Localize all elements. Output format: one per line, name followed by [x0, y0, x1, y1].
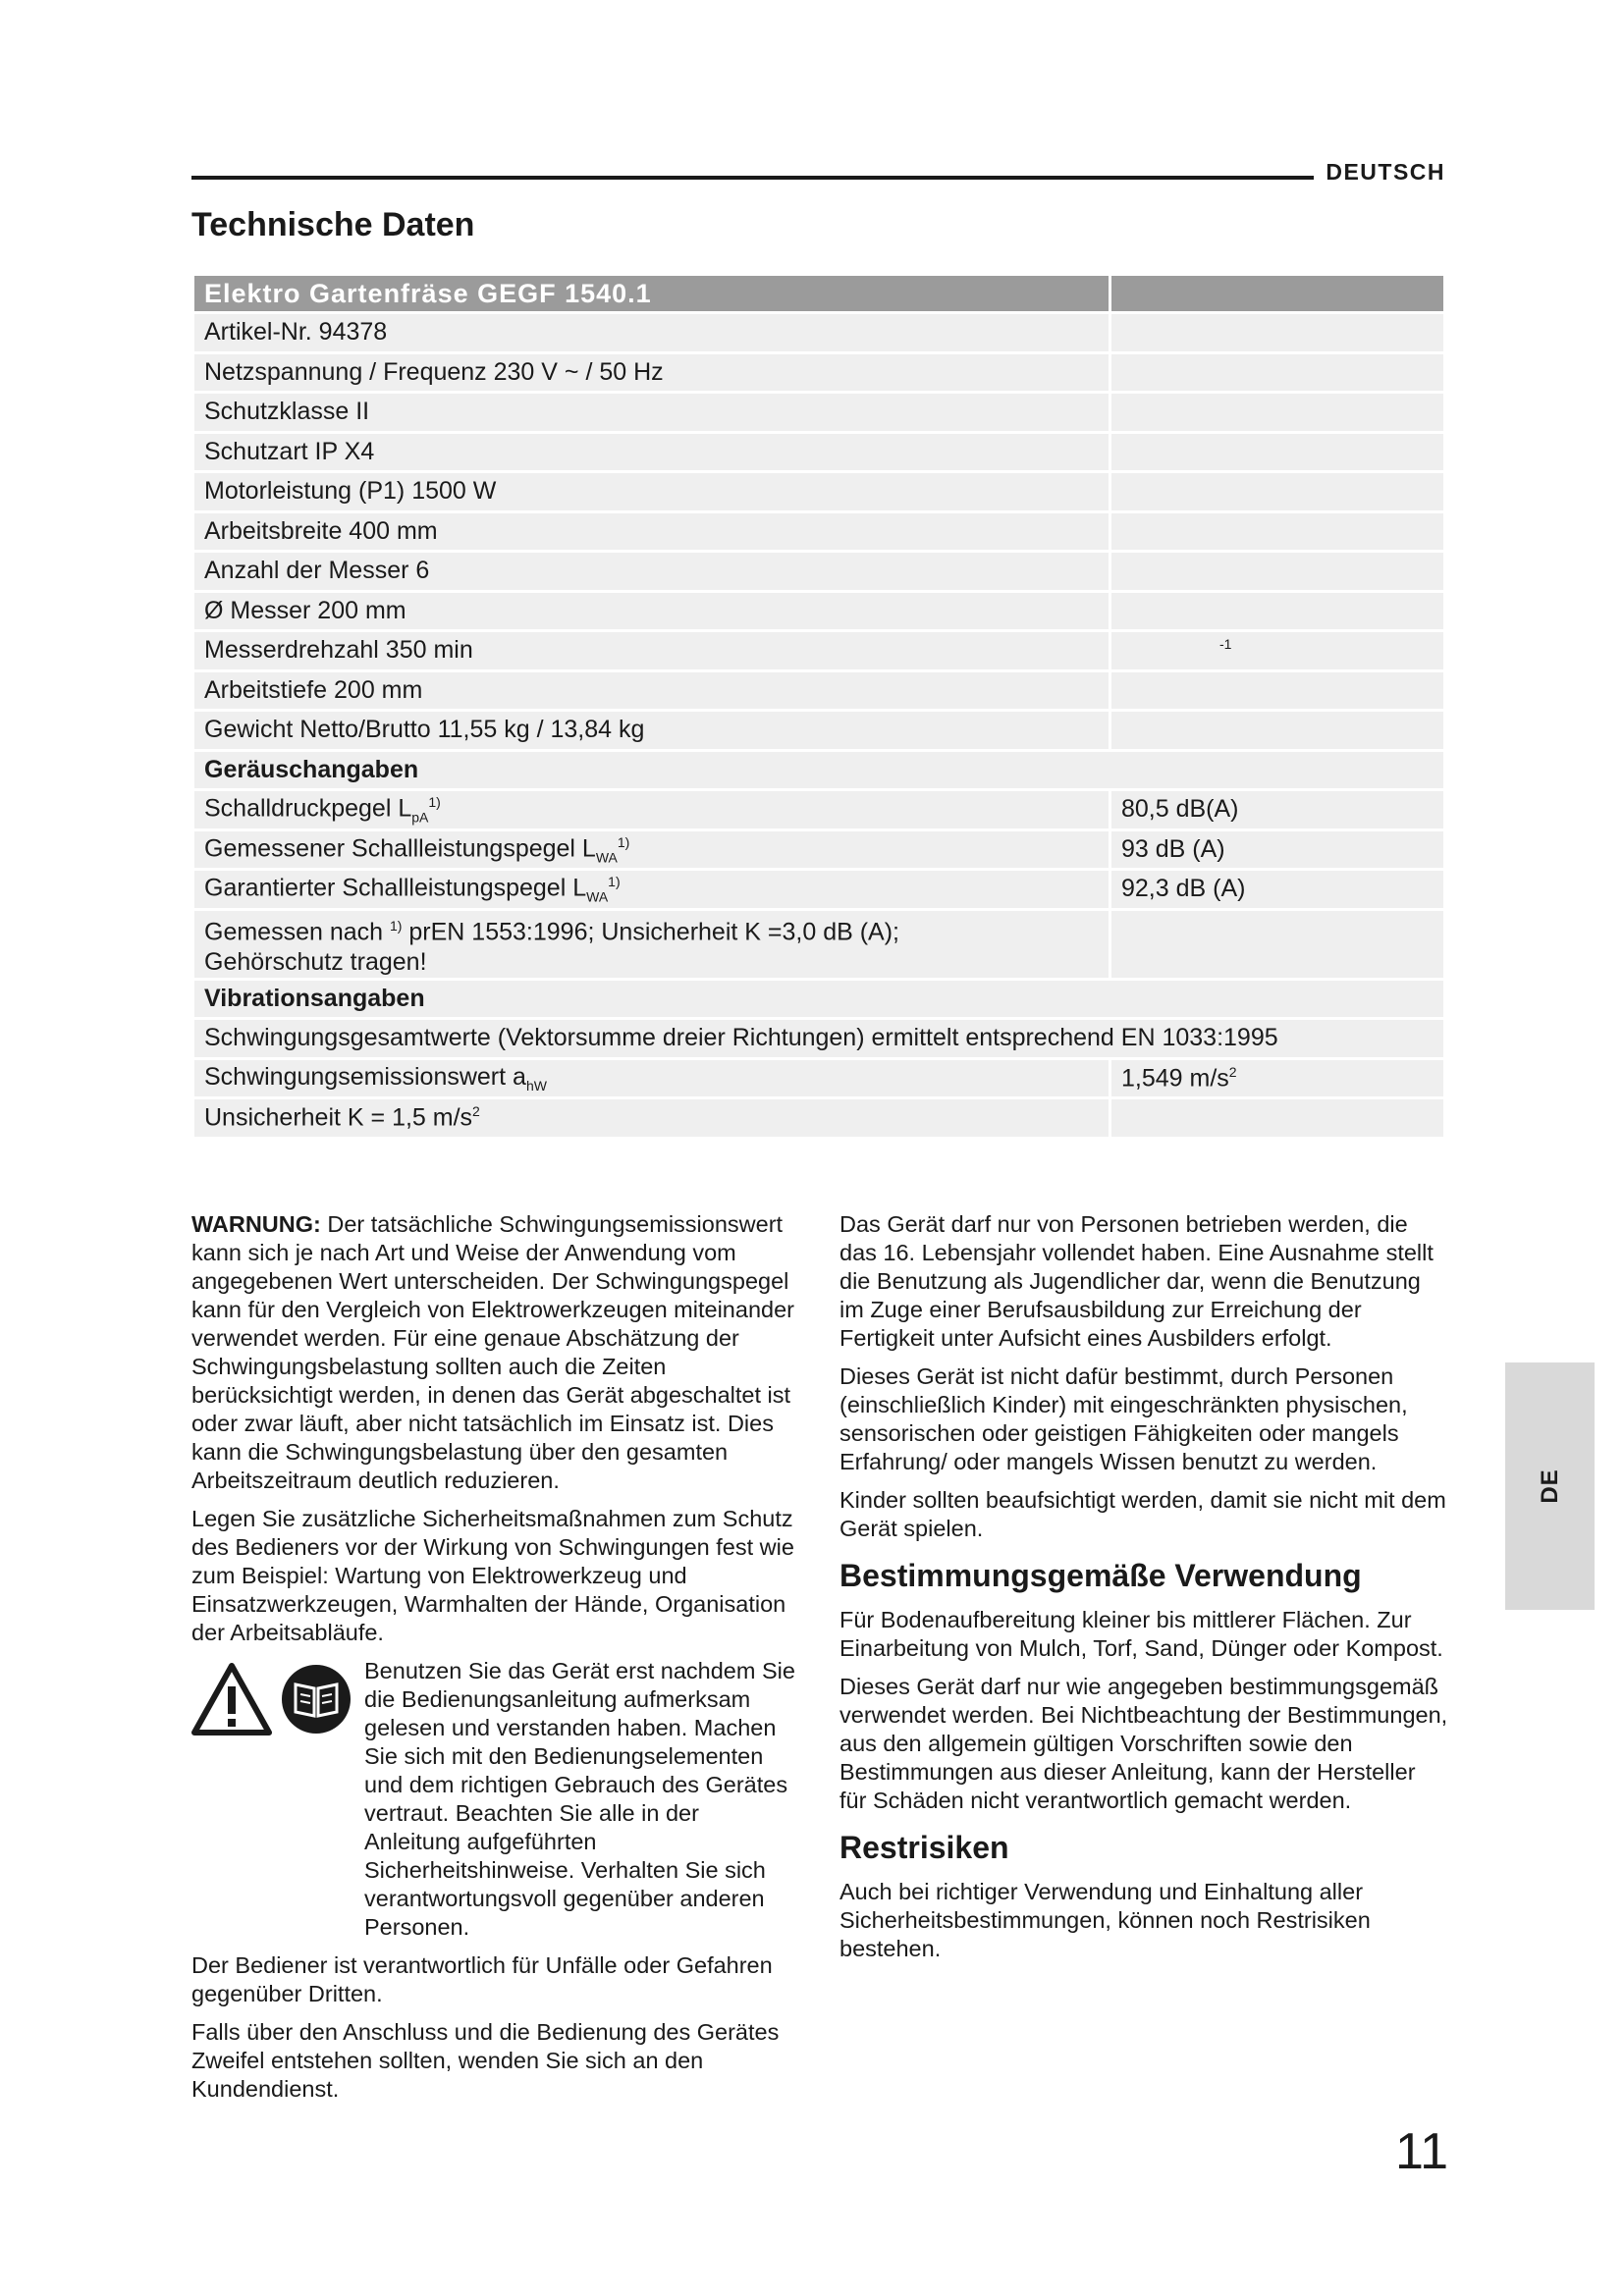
table-row: Gemessen nach $^{1)}$ prEN 1553:1996; Unsicherheit K =3,0 dB (A); Gehörschutz tragen!: [193, 909, 1445, 979]
table-row: Schwingungsgesamtwerte (Vektorsumme dreier Richtungen) ermittelt entsprechend EN 1033:1995: [193, 1019, 1445, 1059]
table-row: Artikel-Nr. 94378: [193, 313, 1445, 353]
header-rule: [191, 176, 1314, 180]
language-side-tab: DE: [1505, 1362, 1595, 1610]
paragraph: Für Bodenaufbereitung kleiner bis mittlerer Flächen. Zur Einarbeitung von Mulch, Torf, Sand, Dünger oder Kompost.: [839, 1607, 1443, 1661]
table-row: Schutzklasse II: [193, 393, 1445, 433]
paragraph: Das Gerät darf nur von Personen betrieben werden, die das 16. Lebensjahr vollendet haben. Eine Ausnahme stellt die Benutzung als Jugendlicher dar, wenn die Benutzung im Zuge einer Berufsausbildung zur Erreichung der Fertigkeit unter Aufsicht eines Ausbilders erfolgt.: [839, 1211, 1434, 1351]
warning-triangle-icon: [191, 1663, 272, 1735]
paragraph: Benutzen Sie das Gerät erst nachdem Sie die Bedienungsanleitung aufmerksam gelesen und verstanden haben. Machen Sie sich mit den Bedienungselementen und dem richtigen Gebrauch des Gerätes vertraut. Beachten Sie alle in der Anleitung aufgeführten Sicherheitshinweise. Verhalten Sie sich verantwortungsvoll gegenüber anderen Personen.: [364, 1658, 795, 1940]
superscript: -1: [1219, 636, 1232, 653]
section-row-vibration: Vibrationsangaben: [193, 979, 1445, 1019]
table-row: Unsicherheit K = 1,5 $m/s^2$: [193, 1098, 1445, 1139]
paragraph: Legen Sie zusätzliche Sicherheitsmaßnahmen zum Schutz des Bedieners vor der Wirkung von Schwingungen fest wie zum Beispiel: Wartung von Elektrowerkzeug und Einsatzwerkzeugen, Warmhalten der Hände, Organisation der Arbeitsabläufe.: [191, 1506, 794, 1645]
table-row: Netzspannung / Frequenz 230 V ~ / 50 Hz: [193, 352, 1445, 393]
table-row: Motorleistung (P1) 1500 W: [193, 472, 1445, 512]
paragraph: Falls über den Anschluss und die Bedienung des Gerätes Zweifel entstehen sollten, wenden Sie sich an den Kundendienst.: [191, 2019, 780, 2102]
heading-intended-use: Bestimmungsgemäße Verwendung: [839, 1558, 1362, 1593]
read-manual-icon: [280, 1663, 352, 1735]
left-column: [191, 1210, 800, 2113]
table-row: Messerdrehzahl 350 min -1: [193, 631, 1445, 671]
page-number: 11: [1395, 2123, 1448, 2180]
section-row-noise: Geräuschangaben: [193, 750, 1445, 790]
table-row: Arbeitstiefe 200 mm: [193, 670, 1445, 711]
table-row: Schwingungsemissionswert $a_{hW}$ 1,549 $m/s^2$: [193, 1058, 1445, 1098]
spec-table: [191, 273, 1446, 1140]
language-label: DEUTSCH: [1326, 159, 1445, 185]
table-row: Ø Messer 200 mm: [193, 591, 1445, 631]
paragraph: Kinder sollten beaufsichtigt werden, damit sie nicht mit dem Gerät spielen.: [839, 1487, 1446, 1541]
paragraph: Der Bediener ist verantwortlich für Unfälle oder Gefahren gegenüber Dritten.: [191, 1952, 773, 2006]
paragraph: Dieses Gerät ist nicht dafür bestimmt, durch Personen (einschließlich Kinder) mit eingeschränkten physischen, sensorischen oder geistigen Fähigkeiten oder mangels Erfahrung/ oder mangels Wissen benutzt zu werden.: [839, 1363, 1408, 1474]
heading-residual-risks: Restrisiken: [839, 1830, 1009, 1865]
table-header-cell: Elektro Gartenfräse GEGF 1540.1: [193, 275, 1110, 313]
table-row: Gewicht Netto/Brutto 11,55 kg / 13,84 kg: [193, 711, 1445, 751]
page-title: Technische Daten: [191, 206, 475, 243]
table-row: Arbeitsbreite 400 mm: [193, 511, 1445, 552]
table-header-row: [193, 275, 1445, 313]
table-row: Gemessener Schallleistungspegel $L_{WA}^{1)}$ 93 dB (A): [193, 829, 1445, 870]
warning-paragraph: WARNUNG: Der tatsächliche Schwingungsemissionswert kann sich je nach Art und Weise der Anwendung vom angegebenen Wert unterscheiden. Der Schwingungspegel kann für den Vergleich von Elektrowerkzeugen miteinander verwendet werden. Für eine genaue Abschätzung der Schwingungsbelastung sollten auch die Zeiten berücksichtigt werden, in denen das Gerät abgeschaltet ist oder zwar läuft, aber nicht tatsächlich im Einsatz ist. Dies kann die Schwingungsbelastung über den gesamten Arbeitszeitraum deutlich reduzieren.: [191, 1211, 794, 1493]
table-row: Anzahl der Messer 6: [193, 552, 1445, 592]
paragraph: Dieses Gerät darf nur wie angegeben bestimmungsgemäß verwendet werden. Bei Nichtbeachtung der Bestimmungen, aus den allgemein gültigen Vorschriften sowie den Bestimmungen aus dieser Anleitung, kann der Hersteller für Schäden nicht verantwortlich gemacht werden.: [839, 1674, 1448, 1813]
right-column: [839, 1210, 1448, 1973]
table-row: Schalldruckpegel $L_{pA}^{1)}$ 80,5 dB(A): [193, 790, 1445, 830]
table-row: Schutzart IP X4: [193, 432, 1445, 472]
table-row: Garantierter Schallleistungspegel $L_{WA}^{1)}$ 92,3 dB (A): [193, 870, 1445, 910]
paragraph: Auch bei richtiger Verwendung und Einhaltung aller Sicherheitsbestimmungen, können noch Restrisiken bestehen.: [839, 1879, 1371, 1961]
